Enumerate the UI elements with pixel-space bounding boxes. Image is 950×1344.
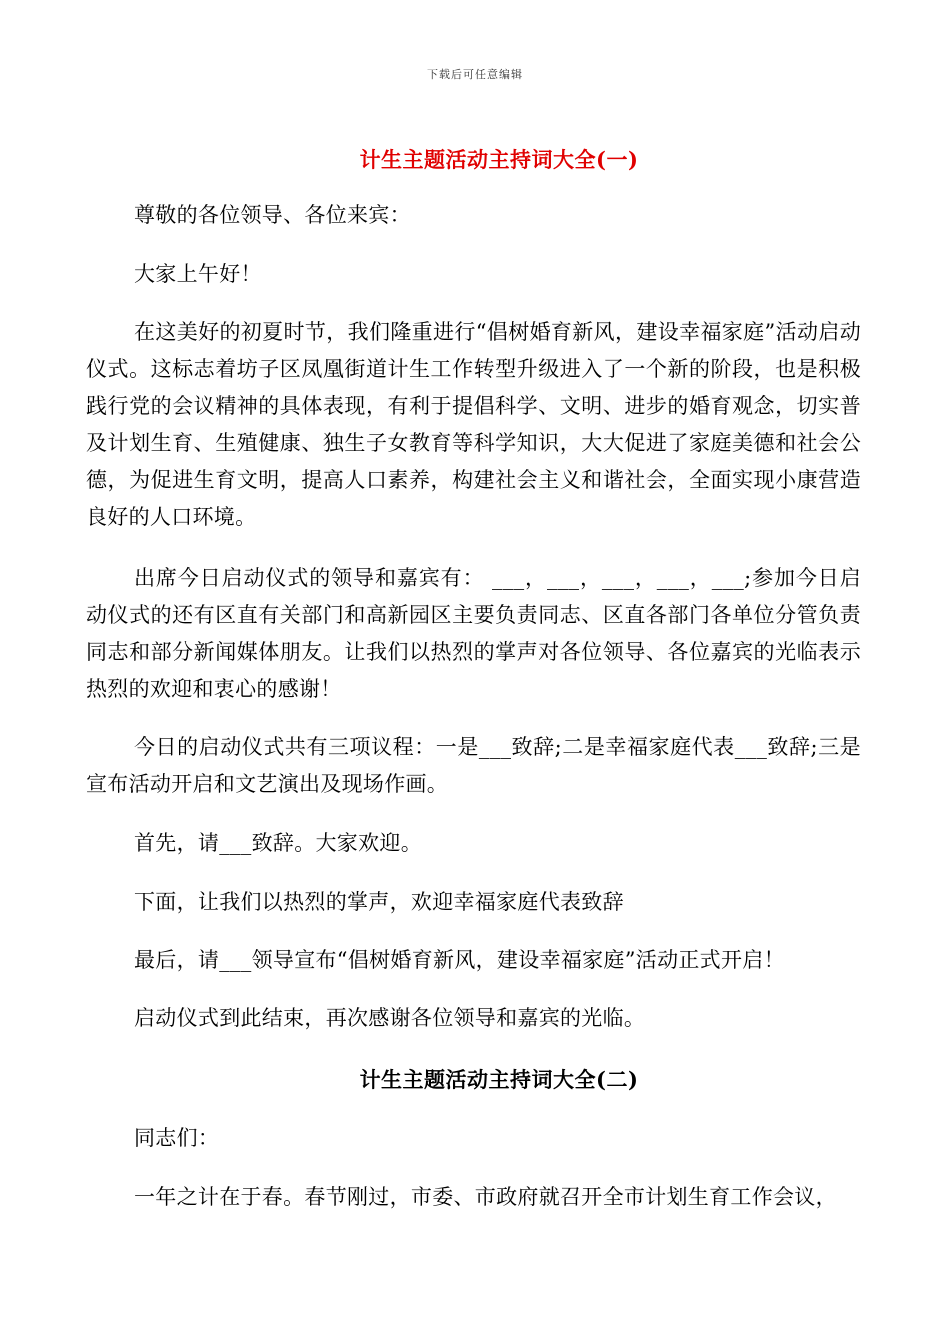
intro-paragraph: 在这美好的初夏时节，我们隆重进行“倡树婚育新风，建设幸福家庭”活动启动仪式。这标志着坊子区凤凰街道计生工作转型升级进入了一个新的阶段，也是积极践行党的会议精神的具体表现，有利于提倡科学、文明、进步的婚育观念，切实普及计划生育、生殖健康、独生子女教育等科学知识，大大促进了家庭美德和社会公德，为促进生育文明，提高人口素养，构建社会主义和谐社会，全面实现小康营造良好的人口环境。 xyxy=(86,320,861,529)
last-announcement-paragraph: 最后，请___领导宣布“倡树婚育新风，建设幸福家庭”活动正式开启！ xyxy=(134,948,785,972)
comrades-paragraph: 同志们： xyxy=(134,1126,220,1150)
next-speech-paragraph: 下面，让我们以热烈的掌声，欢迎幸福家庭代表致辞 xyxy=(134,890,624,914)
guests-paragraph: 出席今日启动仪式的领导和嘉宾有： ___，___，___，___，___;参加今日启动仪式的还有区直有关部门和高新园区主要负责同志、区直各部门各单位分管负责同志和部分新闻媒体朋友。让我们以热烈的掌声对各位领导、各位嘉宾的光临表示热烈的欢迎和衷心的感谢！ xyxy=(86,566,861,701)
header-note: 下载后可任意编辑 xyxy=(427,68,523,81)
section-title-2: 计生主题活动主持词大全(二) xyxy=(359,1067,639,1092)
agenda-paragraph: 今日的启动仪式共有三项议程：一是___致辞;二是幸福家庭代表___致辞;三是宣布活动开启和文艺演出及现场作画。 xyxy=(86,735,861,796)
spring-paragraph: 一年之计在于春。春节刚过，市委、市政府就召开全市计划生育工作会议， xyxy=(134,1185,837,1209)
closing-paragraph: 启动仪式到此结束，再次感谢各位领导和嘉宾的光临。 xyxy=(134,1006,646,1030)
greeting-paragraph: 尊敬的各位领导、各位来宾： xyxy=(134,203,411,227)
section-title-1: 计生主题活动主持词大全(一) xyxy=(359,147,639,172)
first-speech-paragraph: 首先，请___致辞。大家欢迎。 xyxy=(134,831,422,855)
morning-paragraph: 大家上午好！ xyxy=(134,262,262,286)
